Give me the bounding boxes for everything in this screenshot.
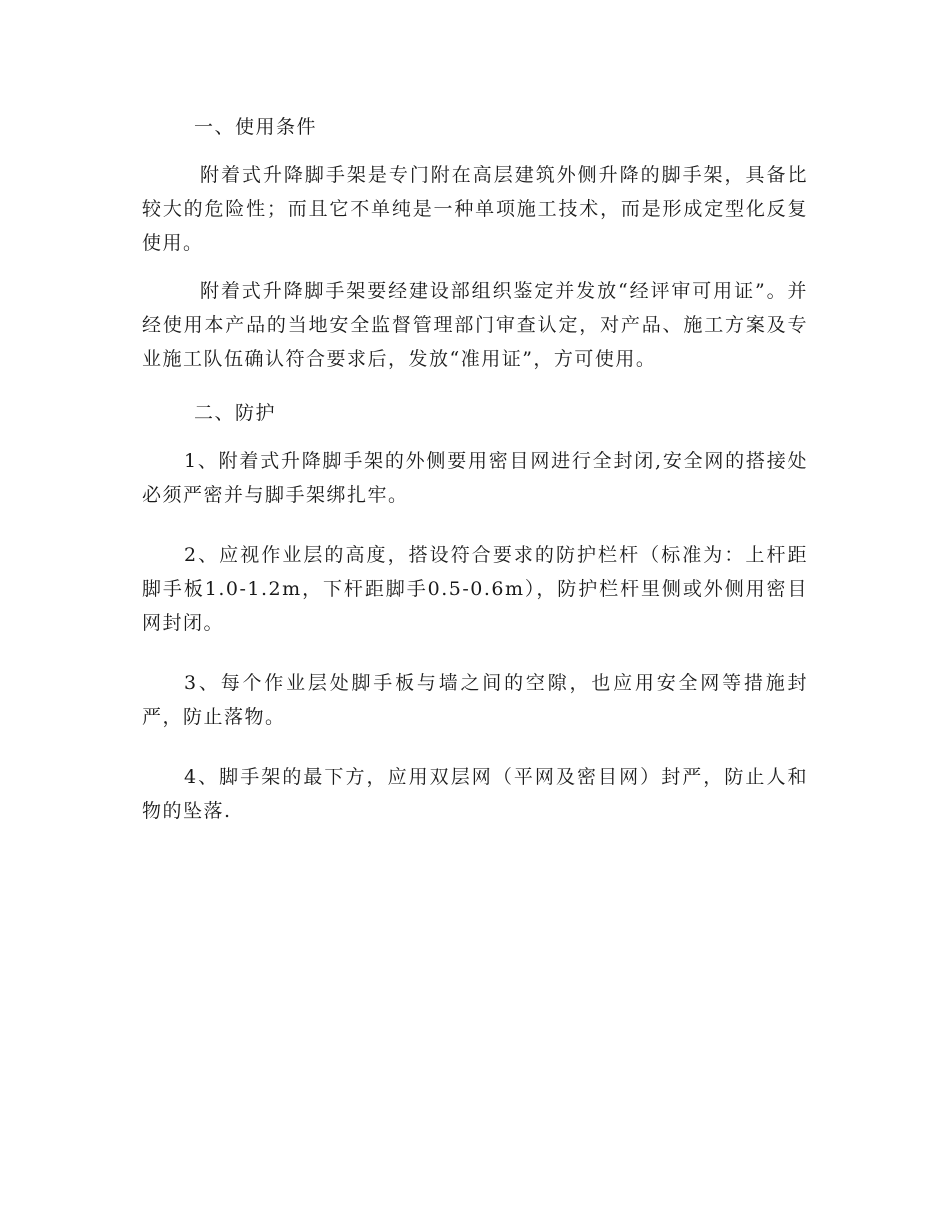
protection-item-3: 3、每个作业层处脚手板与墙之间的空隙，也应用安全网等措施封严，防止落物。 [142, 672, 808, 728]
section-heading-usage-conditions: 一、使用条件 [194, 116, 318, 138]
section-heading-protection: 二、防护 [194, 402, 277, 424]
protection-item-4: 4、脚手架的最下方，应用双层网（平网及密目网）封严，防止人和物的坠落. [142, 766, 808, 822]
protection-item-2: 2、应视作业层的高度，搭设符合要求的防护栏杆（标准为：上杆距脚手板1.0-1.2m，下杆距脚手0.5-0.6m），防护栏杆里侧或外侧用密目网封闭。 [142, 544, 808, 634]
paragraph-certification: 附着式升降脚手架要经建设部组织鉴定并发放“经评审可用证”。并经使用本产品的当地安全监督管理部门审查认定，对产品、施工方案及专业施工队伍确认符合要求后，发放“准用证”，方可使用。 [142, 280, 808, 370]
paragraph-scaffold-description: 附着式升降脚手架是专门附在高层建筑外侧升降的脚手架，具备比较大的危险性；而且它不单纯是一种单项施工技术，而是形成定型化反复使用。 [142, 164, 808, 254]
protection-item-1: 1、附着式升降脚手架的外侧要用密目网进行全封闭,安全网的搭接处必须严密并与脚手架绑扎牢。 [142, 450, 808, 506]
document-body [142, 110, 808, 854]
